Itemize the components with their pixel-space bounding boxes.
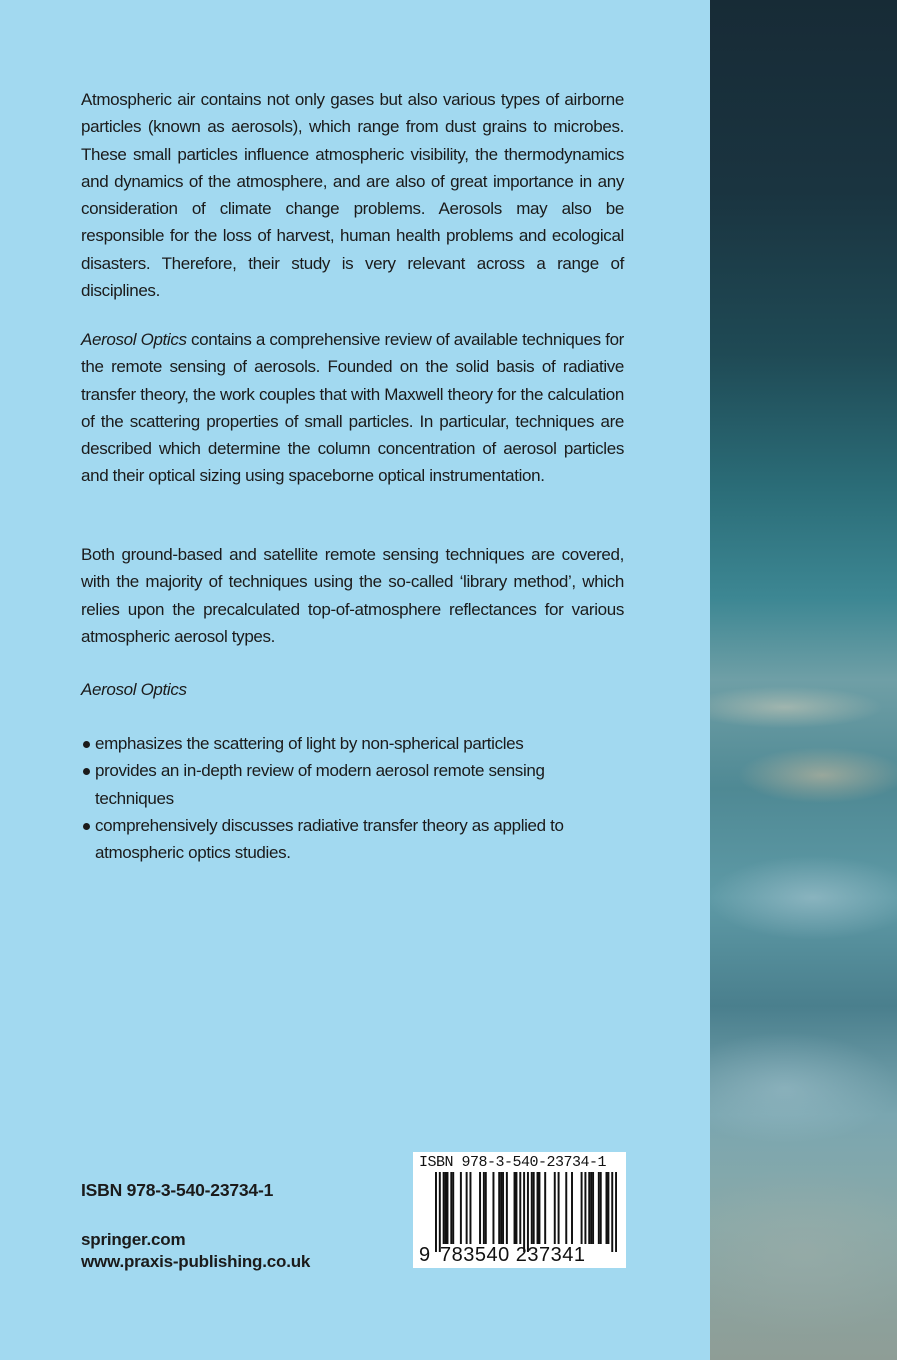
list-item-text: comprehensively discusses radiative transfer theory as applied to atmospheric optics studies. (95, 815, 564, 863)
barcode-first-digit: 9 (419, 1244, 431, 1266)
book-title-italic: Aerosol Optics (81, 330, 187, 349)
barcode-bar (445, 1172, 447, 1244)
barcode-bar (514, 1172, 516, 1244)
barcode-bar (581, 1172, 583, 1244)
list-item (81, 812, 624, 867)
list-item-text: emphasizes the scattering of light by non-spherical particles (95, 734, 524, 753)
barcode-bar (607, 1172, 609, 1244)
atmosphere-photo-strip (710, 0, 897, 1360)
barcode-bar (479, 1172, 481, 1244)
barcode-bar (558, 1172, 560, 1244)
barcode-bar (483, 1172, 485, 1244)
barcode-bar (592, 1172, 594, 1244)
barcode-bar (466, 1172, 468, 1244)
publisher-urls (81, 1229, 310, 1273)
barcode-bar (615, 1172, 617, 1252)
barcode-bar (502, 1172, 504, 1244)
barcode-bar (443, 1172, 445, 1244)
barcode-bar (523, 1172, 525, 1252)
publisher-url-springer: springer.com (81, 1230, 186, 1249)
barcode-bar (531, 1172, 533, 1244)
barcode-bar (606, 1172, 608, 1244)
barcode-bar (588, 1172, 590, 1244)
barcode-bar (515, 1172, 517, 1244)
barcode-bar (554, 1172, 556, 1244)
barcode-digits-rest: 783540 237341 (440, 1244, 586, 1266)
barcode-bar (598, 1172, 600, 1244)
barcode-isbn-text: ISBN 978-3-540-23734-1 (419, 1154, 607, 1171)
barcode-bar (527, 1172, 529, 1252)
barcode-bar (584, 1172, 586, 1244)
barcode-bar (537, 1172, 539, 1244)
barcode-bar (571, 1172, 573, 1244)
list-item-text: provides an in-depth review of modern aerosol remote sensing techniques (95, 761, 545, 808)
barcode-bar (452, 1172, 454, 1244)
bullet-icon (83, 823, 90, 830)
barcode-bar (469, 1172, 471, 1244)
blurb-paragraph-3: Both ground-based and satellite remote sensing techniques are covered, with the majority of techniques using the so-called ‘library method’, which relies upon the precalculated top-of-atmosphere reflectances for various atmospheric aerosol types. (81, 545, 624, 646)
barcode-bar (538, 1172, 540, 1244)
barcode-bar (485, 1172, 487, 1244)
blurb-paragraph-1: Atmospheric air contains not only gases but also various types of airborne particles (known as aerosols), which range from dust grains to microbes. These small particles influence atmospheric visibility, the thermodynamics and dynamics of the atmosphere, and are also of great importance in any consideration of climate change problems. Aerosols may also be responsible for the loss of harvest, human health problems and ecological disasters. Therefore, their study is very relevant across a range of disciplines. (81, 90, 624, 301)
barcode-bar (492, 1172, 494, 1244)
feature-list (81, 730, 624, 866)
barcode-bar (565, 1172, 567, 1244)
publisher-url-praxis: www.praxis-publishing.co.uk (81, 1252, 311, 1271)
bullet-icon (83, 741, 90, 748)
barcode-bar (439, 1172, 441, 1252)
barcode-bars-icon (435, 1172, 617, 1252)
barcode-bar (590, 1172, 592, 1244)
list-item (81, 757, 624, 812)
barcode-bar (450, 1172, 452, 1244)
barcode-bar (611, 1172, 613, 1252)
barcode-bar (600, 1172, 602, 1244)
barcode-bar (544, 1172, 546, 1244)
blurb-paragraph-2 (81, 326, 624, 490)
barcode (413, 1152, 626, 1268)
barcode-bar (533, 1172, 535, 1244)
barcode-bar (506, 1172, 508, 1244)
book-title-heading: Aerosol Optics (81, 680, 187, 699)
barcode-bar (460, 1172, 462, 1244)
barcode-bar (519, 1172, 521, 1244)
barcode-bar (435, 1172, 437, 1252)
bullet-icon (83, 768, 90, 775)
barcode-bar (446, 1172, 448, 1244)
list-item (81, 730, 624, 757)
isbn-label: ISBN 978-3-540-23734-1 (81, 1180, 274, 1200)
blurb-paragraph-2-text: contains a comprehensive review of available techniques for the remote sensing of aerosols. Founded on the solid basis of radiative transfer theory, the work couples that with Maxwell theory for the calculation of the scattering properties of small particles. In particular, techniques are described which determine the column concentration of aerosol particles and their optical sizing using spaceborne optical instrumentation. (81, 330, 624, 486)
barcode-bar (500, 1172, 502, 1244)
barcode-bar (498, 1172, 500, 1244)
